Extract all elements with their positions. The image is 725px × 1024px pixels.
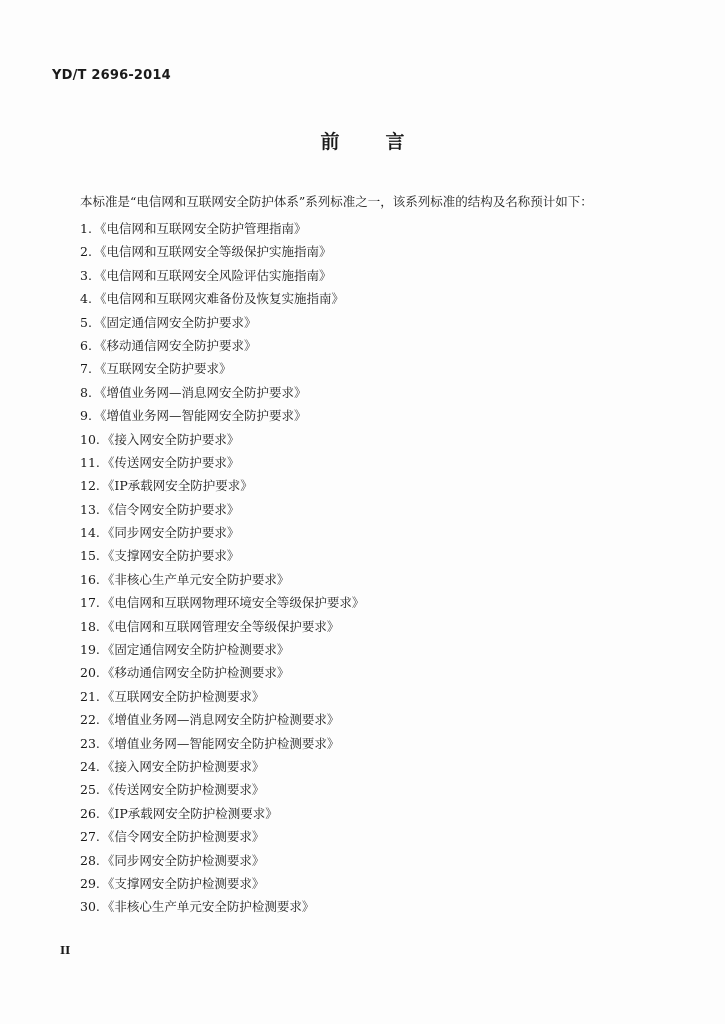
list-item — [80, 451, 364, 474]
list-item-title: 《支撑网安全防护要求》 — [101, 548, 240, 564]
list-item-title: 《IP承载网安全防护要求》 — [101, 478, 253, 494]
list-item-title: 《增值业务网—智能网安全防护检测要求》 — [101, 735, 340, 751]
list-item — [80, 638, 364, 661]
list-item-number: 20. — [80, 665, 100, 681]
list-item — [80, 544, 364, 567]
list-item-title: 《信令网安全防护检测要求》 — [101, 829, 265, 845]
list-item — [80, 498, 364, 521]
list-item-title: 《同步网安全防护检测要求》 — [101, 852, 265, 868]
list-item-number: 21. — [80, 688, 100, 704]
list-item — [80, 568, 364, 591]
list-item-number: 30. — [80, 899, 100, 915]
list-item — [80, 708, 364, 731]
list-item-number: 4. — [80, 291, 92, 307]
page-title: 前言 — [320, 131, 451, 153]
list-item-title: 《电信网和互联网安全防护管理指南》 — [93, 221, 307, 236]
list-item — [80, 474, 364, 497]
list-item — [80, 264, 364, 287]
list-item-number: 14. — [80, 525, 100, 541]
list-item-number: 29. — [80, 875, 100, 891]
list-item — [80, 661, 364, 684]
list-item-number: 10. — [80, 431, 100, 447]
list-item-number: 25. — [80, 782, 100, 798]
list-item-number: 2. — [80, 244, 92, 260]
list-item-number: 27. — [80, 829, 100, 845]
list-item — [80, 404, 364, 427]
intro-paragraph: 本标准是“电信网和互联网安全防护体系”系列标准之一，该系列标准的结构及名称预计如下： — [80, 194, 593, 209]
list-item-number: 11. — [80, 454, 100, 470]
list-item-number: 6. — [80, 337, 92, 353]
list-item — [80, 755, 364, 778]
list-item-title: 《接入网安全防护检测要求》 — [101, 758, 265, 774]
list-item-title: 《增值业务网—消息网安全防护检测要求》 — [101, 712, 340, 728]
list-item-title: 《固定通信网安全防护检测要求》 — [101, 642, 290, 658]
list-item — [80, 287, 364, 310]
list-item-number: 8. — [80, 384, 92, 400]
list-item-title: 《IP承载网安全防护检测要求》 — [101, 805, 278, 821]
list-item — [80, 872, 364, 895]
list-item — [80, 521, 364, 544]
list-item-number: 5. — [80, 314, 92, 330]
list-item-title: 《电信网和互联网灾难备份及恢复实施指南》 — [93, 291, 344, 307]
list-item-number: 1. — [80, 221, 92, 236]
list-item-number: 28. — [80, 852, 100, 868]
list-item-number: 23. — [80, 735, 100, 751]
list-item-title: 《移动通信网安全防护要求》 — [93, 337, 257, 353]
list-item-number: 24. — [80, 758, 100, 774]
list-item-title: 《电信网和互联网物理环境安全等级保护要求》 — [101, 595, 365, 611]
list-item-title: 《传送网安全防护要求》 — [101, 454, 240, 470]
list-item — [80, 778, 364, 801]
list-item — [80, 685, 364, 708]
list-item — [80, 381, 364, 404]
list-item-title: 《固定通信网安全防护要求》 — [93, 314, 257, 330]
list-item — [80, 591, 364, 614]
list-item-number: 22. — [80, 712, 100, 728]
list-item-title: 《增值业务网—智能网安全防护要求》 — [93, 408, 307, 424]
list-item — [80, 428, 364, 451]
list-item-number: 9. — [80, 408, 92, 424]
list-item-title: 《传送网安全防护检测要求》 — [101, 782, 265, 798]
list-item-title: 《支撑网安全防护检测要求》 — [101, 875, 265, 891]
list-item-title: 《电信网和互联网管理安全等级保护要求》 — [101, 618, 340, 634]
list-item — [80, 311, 364, 334]
list-item — [80, 849, 364, 872]
list-item-number: 16. — [80, 571, 100, 587]
list-item-title: 《增值业务网—消息网安全防护要求》 — [93, 384, 307, 400]
list-item — [80, 357, 364, 380]
list-item-number: 26. — [80, 805, 100, 821]
list-item-number: 18. — [80, 618, 100, 634]
list-item-title: 《信令网安全防护要求》 — [101, 501, 240, 517]
list-item — [80, 615, 364, 638]
list-item-title: 《非核心生产单元安全防护检测要求》 — [101, 899, 315, 915]
list-item — [80, 217, 364, 240]
list-item-number: 12. — [80, 478, 100, 494]
standard-code: YD/T 2696-2014 — [52, 68, 171, 83]
list-item-number: 19. — [80, 642, 100, 658]
list-item-title: 《互联网安全防护检测要求》 — [101, 688, 265, 704]
list-item-title: 《互联网安全防护要求》 — [93, 361, 232, 377]
list-item-number: 15. — [80, 548, 100, 564]
list-item — [80, 802, 364, 825]
page-number: II — [60, 944, 71, 957]
list-item — [80, 334, 364, 357]
list-item-number: 13. — [80, 501, 100, 517]
list-item-title: 《接入网安全防护要求》 — [101, 431, 240, 447]
list-item-title: 《移动通信网安全防护检测要求》 — [101, 665, 290, 681]
list-item-title: 《非核心生产单元安全防护要求》 — [101, 571, 290, 587]
list-item-number: 17. — [80, 595, 100, 611]
list-item-title: 《同步网安全防护要求》 — [101, 525, 240, 541]
list-item — [80, 825, 364, 848]
list-item — [80, 732, 364, 755]
list-item-number: 3. — [80, 267, 92, 283]
list-item-title: 《电信网和互联网安全风险评估实施指南》 — [93, 267, 332, 283]
standards-list — [80, 217, 364, 919]
list-item-title: 《电信网和互联网安全等级保护实施指南》 — [93, 244, 332, 260]
list-item — [80, 895, 364, 918]
list-item — [80, 240, 364, 263]
list-item-number: 7. — [80, 361, 92, 377]
